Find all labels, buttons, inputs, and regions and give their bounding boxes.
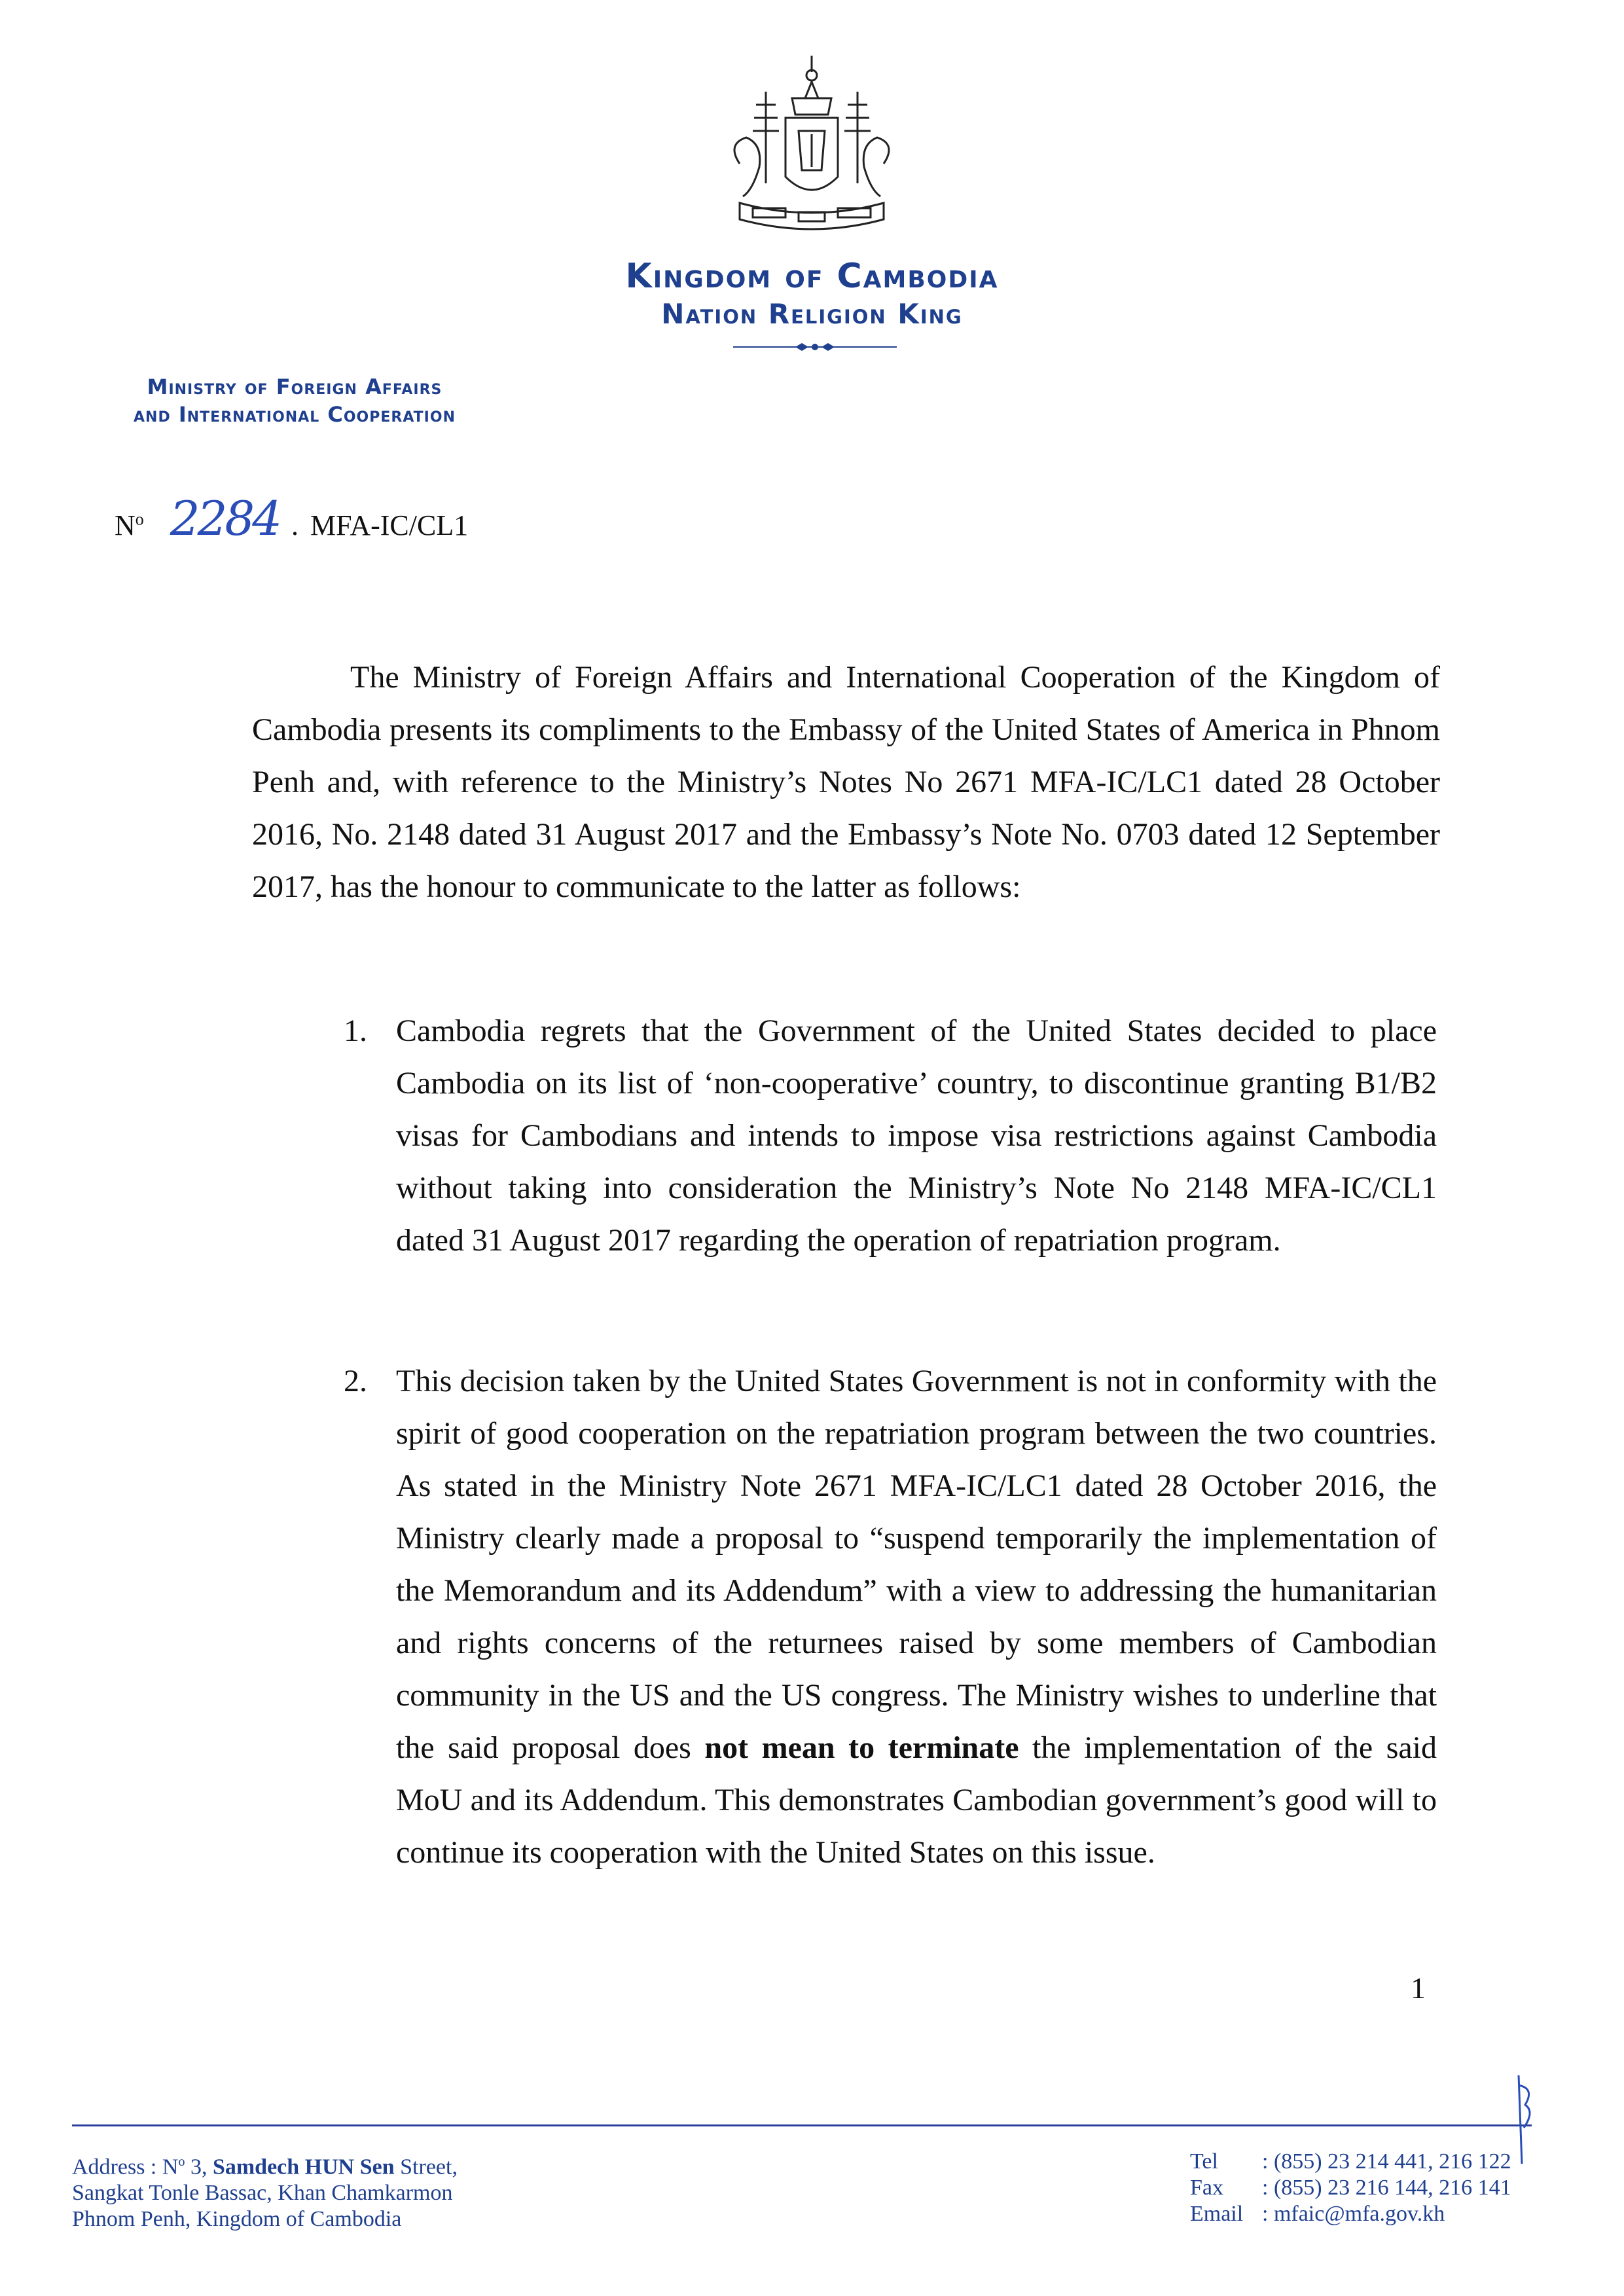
- item-2-paragraph: This decision taken by the United States Government is not in conformity with the spirit of good cooperation on the repatriation program between the two countries. As stated in the Ministry Note 2671 MFA-IC/LC1 dated 28 October 2016, the Ministry clearly made a proposal to “suspend temporarily the implementation of the Memorandum and its Addendum” with a view to addressing the humanitarian and rights concerns of the returnees raised by some members of Cambodian community in the US and the US congress. The Ministry wishes to underline that the said proposal does not mean to terminate the implementation of the said MoU and its Addendum. This demonstrates Cambodian government’s good will to continue its cooperation with the United States on this issue.: [396, 1364, 1437, 1870]
- reference-code: MFA-IC/CL1: [310, 509, 469, 541]
- intro-paragraph: The Ministry of Foreign Affairs and International Cooperation of the Kingdom of Cambodia presents its compliments to the Embassy of the United States of America in Phnom Penh and, with reference to the Ministry’s Notes No 2671 MFA-IC/LC1 dated 28 October 2016, No. 2148 dated 31 August 2017 and the Embassy’s Note No. 0703 dated 12 September 2017, has the honour to communicate to the latter as follows:: [252, 660, 1440, 904]
- country-heading: Kingdom of Cambodia: [625, 257, 999, 296]
- fax-value: : (855) 23 216 144, 216 141: [1262, 2176, 1511, 2200]
- reference-label: $N^o$: [115, 509, 144, 541]
- fax-label: Fax: [1190, 2176, 1223, 2200]
- email-value: : mfaic@mfa.gov.kh: [1262, 2202, 1445, 2226]
- national-motto: Nation Religion King: [661, 298, 963, 330]
- royal-coat-of-arms-emblem: [713, 52, 910, 242]
- email-label: Email: [1190, 2202, 1244, 2226]
- reference-separator: .: [291, 509, 299, 541]
- item-1-paragraph: Cambodia regrets that the Government of the United States decided to place Cambodia on its list of ‘non-cooperative’ country, to discontinue granting B1/B2 visas for Cambodians and intends to impose visa restrictions against Cambodia without taking into consideration the Ministry’s Note No 2148 MFA-IC/CL1 dated 31 August 2017 regarding the operation of repatriation program.: [396, 1013, 1437, 1258]
- footer-address: Address : $N^o$ 3, Samdech HUN Sen Street, Sangkat Tonle Bassac, Khan Chamkarmon Phnom Penh, Kingdom of Cambodia: [72, 2155, 458, 2232]
- emphasis-text: not mean to terminate: [704, 1730, 1019, 1765]
- ornamental-divider-icon: [733, 340, 897, 354]
- ministry-name-line2: and International Cooperation: [134, 402, 456, 427]
- page-number: 1: [1411, 1971, 1426, 2005]
- tel-value: : (855) 23 214 441, 216 122: [1262, 2149, 1511, 2174]
- ministry-name-line1: Ministry of Foreign Affairs: [147, 374, 442, 399]
- item-1-number: 1.: [344, 1013, 367, 1048]
- handwritten-reference-number: 2284: [170, 491, 280, 546]
- item-2-number: 2.: [344, 1364, 367, 1398]
- tel-label: Tel: [1190, 2149, 1218, 2174]
- footer-contact: [1190, 2149, 1511, 2227]
- reference-number: [115, 491, 468, 546]
- footer-divider: [72, 2124, 1532, 2126]
